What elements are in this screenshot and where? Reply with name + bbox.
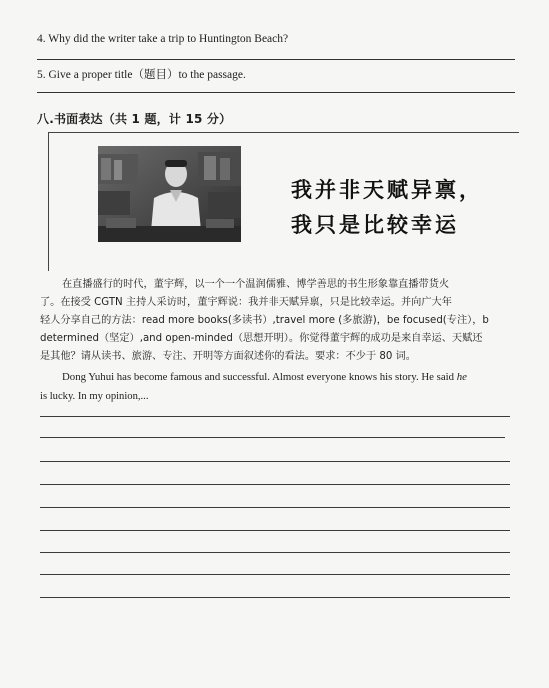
writing-line-3	[40, 461, 510, 462]
starter-line-1	[62, 372, 467, 383]
banner-line-1: 我并非天赋异禀，	[291, 177, 483, 202]
prompt-line-2: 了。在接受 CGTN 主持人采访时，董宇辉说：我并非天赋异禀，只是比较幸运。并向广大年	[40, 297, 452, 308]
prompt-line-5: 是其他？请从读书、旅游、专注、开明等方面叙述你的看法。要求：不少于 80 词。	[40, 351, 416, 362]
prompt-line-1: 在直播盛行的时代，董宇辉，以一个一个温润儒雅、博学善思的书生形象靠直播带货火	[62, 279, 450, 290]
writing-line-2	[40, 437, 505, 438]
section-title: 八.书面表达（共 1 题，计 15 分）	[37, 112, 232, 126]
starter-line-2: is lucky. In my opinion,...	[40, 391, 149, 402]
starter-text-1: Dong Yuhui has become famous and successful. Almost everyone knows his story. He said	[62, 371, 457, 383]
writing-line-9	[40, 597, 510, 598]
prompt-line-3: 轻人分享自己的方法：read more books(多读书）,travel more (多旅游)，be focused(专注），b	[40, 315, 489, 326]
photo-illustration	[98, 146, 241, 242]
person-photo-icon	[98, 146, 241, 242]
writing-line-8	[40, 574, 510, 575]
writing-line-1	[40, 416, 510, 417]
answer-line-q5	[37, 92, 515, 93]
banner-line-2: 我只是比较幸运	[291, 212, 459, 237]
writing-line-4	[40, 484, 510, 485]
starter-italic-fragment: he	[456, 371, 467, 383]
prompt-line-4: determined（坚定）,and open-minded（思想开明）。你觉得董宇辉的成功是来自幸运、天赋还	[40, 333, 483, 344]
answer-line-q4	[37, 59, 515, 60]
question-4: 4. Why did the writer take a trip to Huntington Beach?	[37, 33, 289, 45]
writing-line-7	[40, 552, 510, 553]
writing-line-5	[40, 507, 510, 508]
writing-line-6	[40, 530, 510, 531]
question-5: 5. Give a proper title（题目）to the passage.	[37, 69, 246, 81]
